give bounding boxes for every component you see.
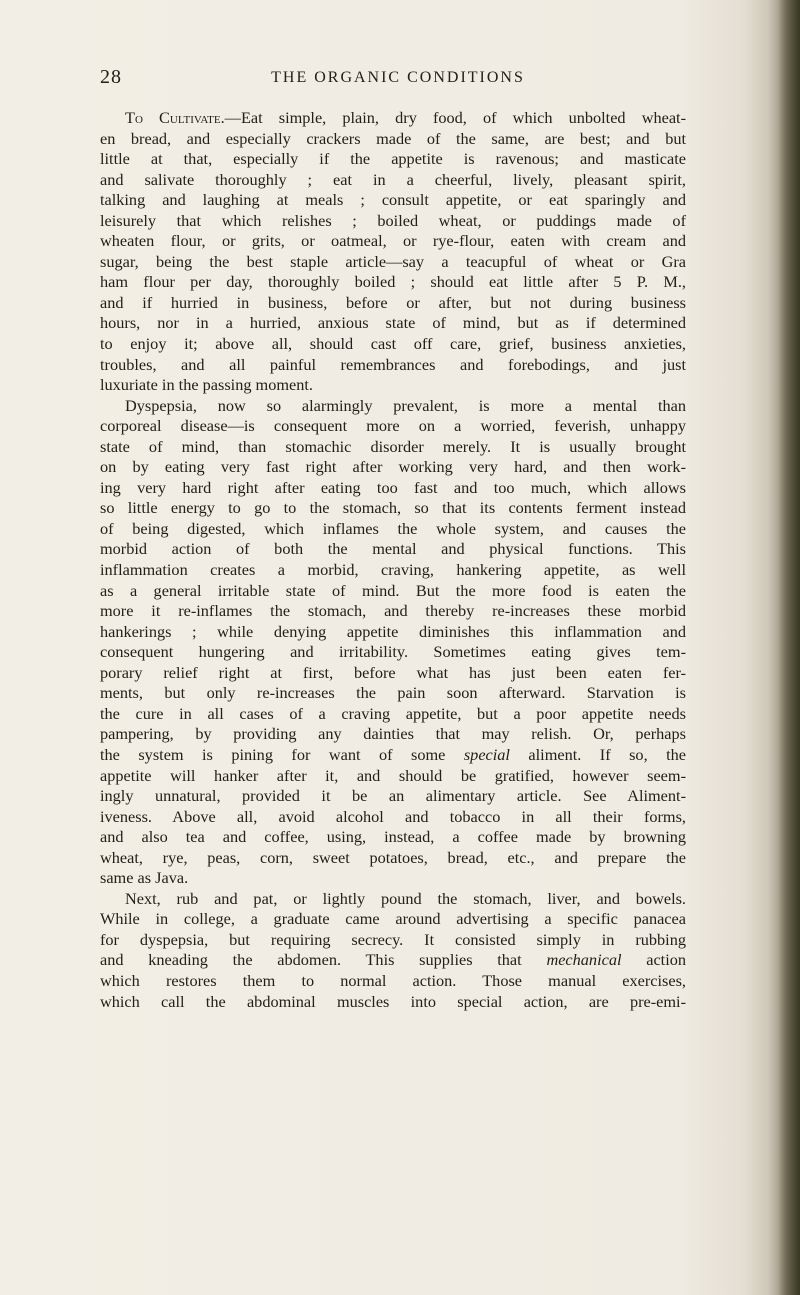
- italic-word: special: [463, 744, 510, 764]
- text-line: and also tea and coffee, using, instead, a coffee made by browning: [100, 827, 686, 847]
- text-line: porary relief right at first, before what has just been eaten fer-: [100, 662, 686, 682]
- text-line: to enjoy it; above all, should cast off care, grief, business anxieties,: [100, 334, 686, 354]
- text-line: which restores them to normal action. Those manual exercises,: [100, 970, 686, 990]
- text-line: on by eating very fast right after working very hard, and then work-: [100, 457, 686, 477]
- text-line: wheat, rye, peas, corn, sweet potatoes, bread, etc., and prepare the: [100, 847, 686, 867]
- text-line: the cure in all cases of a craving appetite, but a poor appetite needs: [100, 703, 686, 723]
- text-line: the system is pining for want of some special aliment. If so, the: [100, 744, 686, 764]
- text-line: corporeal disease—is consequent more on a worried, feverish, unhappy: [100, 416, 686, 436]
- text-line: ingly unnatural, provided it be an alimentary article. See Aliment-: [100, 786, 686, 806]
- text-line: Next, rub and pat, or lightly pound the stomach, liver, and bowels.: [125, 888, 686, 908]
- text-line: more it re-inflames the stomach, and thereby re-increases these morbid: [100, 601, 686, 621]
- text-line: To Cultivate.—Eat simple, plain, dry food, of which unbolted wheat-: [125, 108, 686, 127]
- text-line: hankerings ; while denying appetite diminishes this inflammation and: [100, 621, 686, 641]
- page-binding-edge: [778, 0, 800, 1295]
- text-line: little at that, especially if the appetite is ravenous; and masticate: [100, 149, 686, 169]
- text-line: state of mind, than stomachic disorder merely. It is usually brought: [100, 436, 686, 456]
- text-line: consequent hungering and irritability. Sometimes eating gives tem-: [100, 642, 686, 662]
- text-line: pampering, by providing any dainties that may relish. Or, perhaps: [100, 724, 686, 744]
- page-header: [100, 66, 700, 96]
- text-line: ham flour per day, thoroughly boiled ; should eat little after 5 P. M.,: [100, 272, 686, 292]
- text-line: luxuriate in the passing moment.: [100, 375, 313, 395]
- text-line: as a general irritable state of mind. But the more food is eaten the: [100, 580, 686, 600]
- text-line: and if hurried in business, before or after, but not during business: [100, 292, 686, 312]
- text-line: talking and laughing at meals ; consult appetite, or eat sparingly and: [100, 190, 686, 210]
- text-line: ing very hard right after eating too fast and too much, which allows: [100, 477, 686, 497]
- text-line: and salivate thoroughly ; eat in a cheerful, lively, pleasant spirit,: [100, 169, 686, 189]
- text-line: wheaten flour, or grits, or oatmeal, or rye-flour, eaten with cream and: [100, 231, 686, 251]
- body-text: [100, 108, 686, 1012]
- text-line: iveness. Above all, avoid alcohol and tobacco in all their forms,: [100, 806, 686, 826]
- text-line: same as Java.: [100, 868, 189, 888]
- text-line: which call the abdominal muscles into special action, are pre-emi-: [100, 991, 686, 1011]
- italic-word: mechanical: [546, 950, 622, 970]
- text-line: troubles, and all painful remembrances and forebodings, and just: [100, 354, 686, 374]
- text-line: morbid action of both the mental and physical functions. This: [100, 539, 686, 559]
- text-line: inflammation creates a morbid, craving, hankering appetite, as well: [100, 560, 686, 580]
- running-head: THE ORGANIC CONDITIONS: [271, 69, 525, 86]
- text-line: While in college, a graduate came around advertising a specific panacea: [100, 909, 686, 929]
- text-line: and kneading the abdomen. This supplies that mechanical action: [100, 950, 687, 970]
- text-line: Dyspepsia, now so alarmingly prevalent, is more a mental than: [125, 395, 686, 415]
- text-line: so little energy to go to the stomach, so that its contents ferment instead: [100, 498, 686, 518]
- text-line: en bread, and especially crackers made of the same, are best; and but: [100, 128, 686, 148]
- text-line: appetite will hanker after it, and should be gratified, however seem-: [100, 765, 686, 785]
- text-line: leisurely that which relishes ; boiled wheat, or puddings made of: [100, 210, 686, 230]
- section-lead: To Cultivate.: [125, 108, 225, 127]
- text-line: sugar, being the best staple article—say a teacupful of wheat or Gra: [100, 251, 686, 271]
- page-number: 28: [100, 66, 122, 88]
- text-line: hours, nor in a hurried, anxious state of mind, but as if determined: [100, 313, 686, 333]
- text-line: for dyspepsia, but requiring secrecy. It consisted simply in rubbing: [100, 929, 686, 949]
- text-line: of being digested, which inflames the whole system, and causes the: [100, 518, 686, 538]
- text-line: ments, but only re-increases the pain soon afterward. Starvation is: [100, 683, 686, 703]
